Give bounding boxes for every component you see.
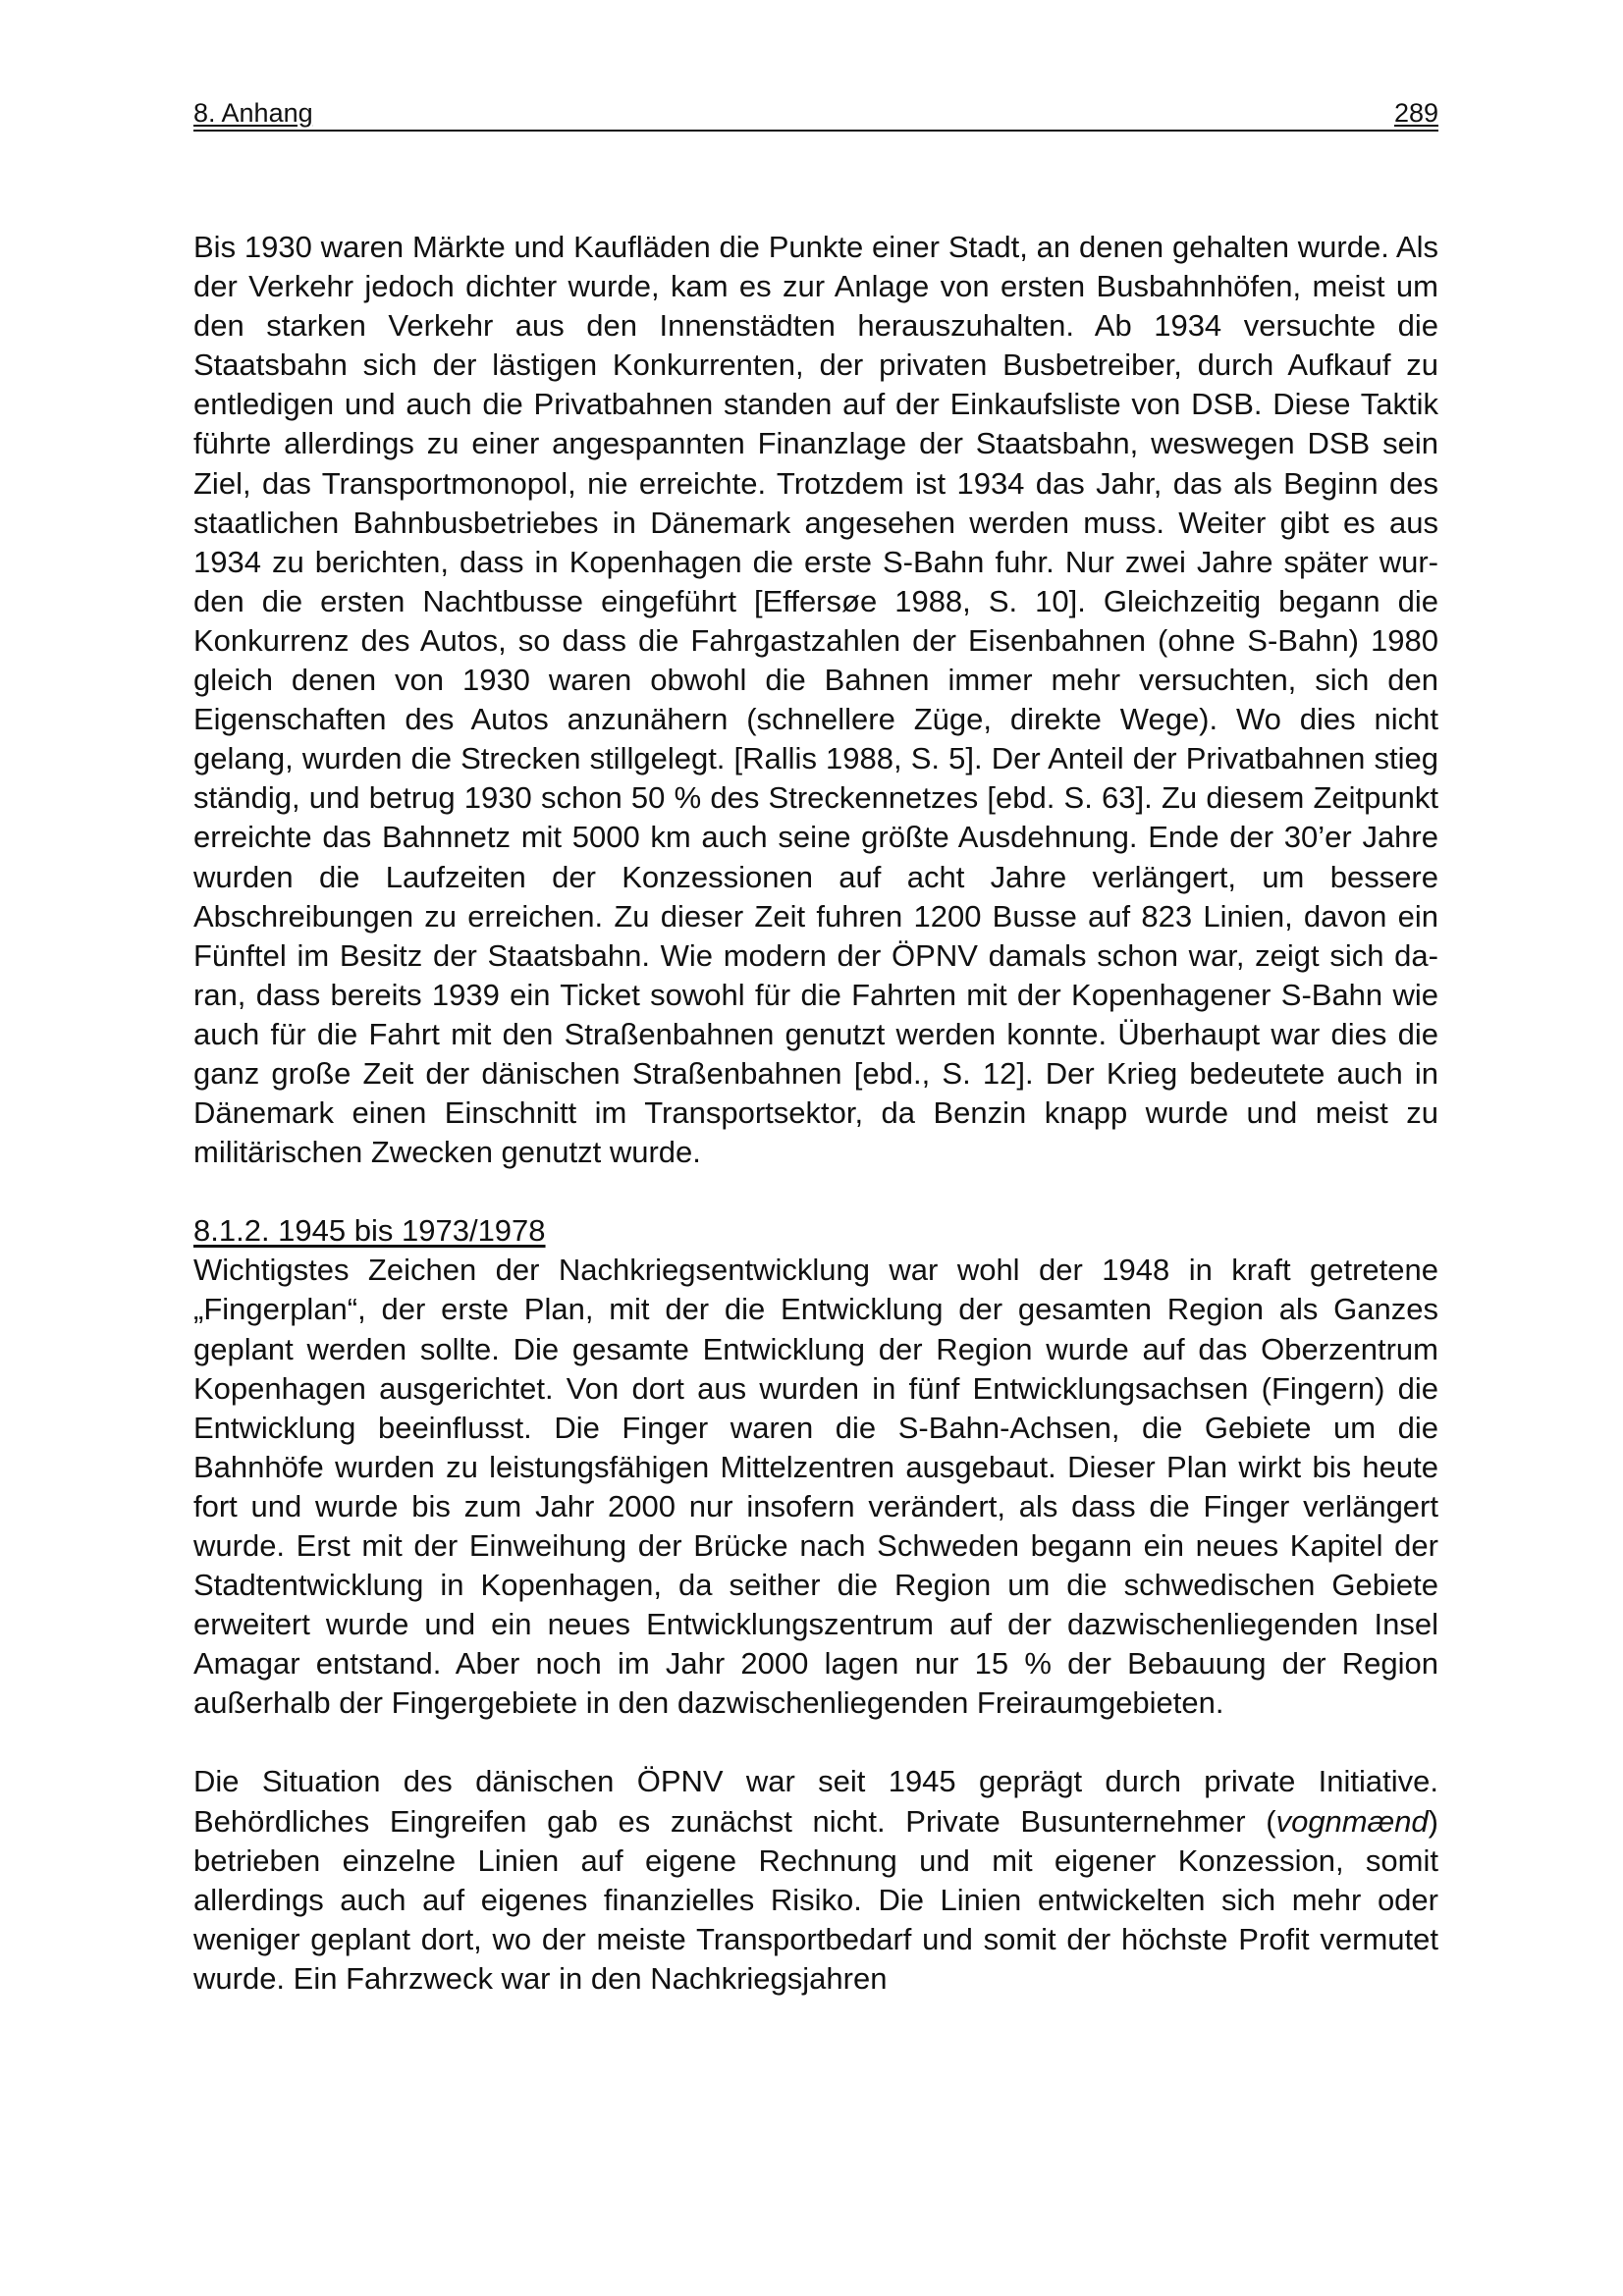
paragraph-1: Bis 1930 waren Märkte und Kaufläden die Punkte einer Stadt, an denen gehalten wurde. Als der Verkehr jedoch dichter wurde, kam es zur Anlage von ersten Busbahnhöfen, meist um den starken Verkehr aus den Innenstädten herauszuhalten. Ab 1934 versuchte die Staatsbahn sich der lästigen Konkurrenten, der privaten Busbetreiber, durch Aufkauf zu entledigen und auch die Privatbahnen standen auf der Einkaufsliste von DSB. Diese Taktik führte allerdings zu einer angespannten Finanzlage der Staatsbahn, weswegen DSB sein Ziel, das Transportmonopol, nie erreichte. Trotzdem ist 1934 das Jahr, das als Beginn des staatlichen Bahnbusbetriebes in Dänemark angesehen werden muss. Weiter gibt es aus 1934 zu berichten, dass in Kopenhagen die erste S-Bahn fuhr. Nur zwei Jahre später wurden die ersten Nachtbusse eingeführt [Effersøe 1988, S. 10]. Gleichzeitig begann die Konkurrenz des Autos, so dass die Fahrgastzahlen der Eisenbahnen (ohne S-Bahn) 1980 gleich denen von 1930 waren obwohl die Bahnen immer mehr versuchten, sich den Eigenschaften des Autos anzunähern (schnellere Züge, direkte Wege). Wo dies nicht gelang, wurden die Strecken stillgelegt. [Rallis 1988, S. 5]. Der Anteil der Privatbahnen stieg ständig, und betrug 1930 schon 50 % des Streckennetzes [ebd. S. 63]. Zu diesem Zeitpunkt erreichte das Bahnnetz mit 5000 km auch seine größte Ausdehnung. Ende der 30’er Jahre wurden die Laufzeiten der Konzessionen auf acht Jahre verlängert, um bessere Abschreibungen zu erreichen. Zu dieser Zeit fuhren 1200 Busse auf 823 Linien, davon ein Fünftel im Besitz der Staatsbahn. Wie modern der ÖPNV damals schon war, zeigt sich daran, dass bereits 1939 ein Ticket sowohl für die Fahrten mit der Kopenhagener S-Bahn wie auch für die Fahrt mit den Straßenbahnen genutzt werden konnte. Überhaupt war dies die ganz große Zeit der dänischen Straßenbahnen [ebd., S. 12]. Der Krieg bedeutete auch in Dänemark einen Einschnitt im Transportsektor, da Benzin knapp wurde und meist zu militärischen Zwecken genutzt wurde. (193, 230, 1438, 1170)
paragraph-3-part-2: ) betrieben einzelne Linien auf eigene Rechnung und mit eigener Konzession, somit allerdings auch auf eigenes finanzielles Risiko. Die Linien entwickelten sich mehr oder weniger geplant dort, wo der meiste Transportbedarf und somit der höchste Profit vermutet wurde. Ein Fahrzweck war in den Nachkriegsjahren (193, 1803, 1438, 1996)
chapter-title: 8. Anhang (193, 98, 313, 128)
paragraph-3 (193, 1762, 1438, 1999)
running-header (193, 94, 1438, 132)
page-number: 289 (1393, 98, 1438, 128)
paragraph-gap (193, 1172, 1438, 1211)
paragraph-2: Wichtigstes Zeichen der Nachkriegsentwicklung war wohl der 1948 in kraft getretene „Fingerplan“, der erste Plan, mit der die Entwicklung der gesamten Region als Ganzes geplant werden sollte. Die gesamte Entwicklung der Region wurde auf das Oberzentrum Kopenhagen ausgerichtet. Von dort aus wurden in fünf Entwicklungsachsen (Fingern) die Entwicklung beeinflusst. Die Finger waren die S-Bahn-Achsen, die Gebiete um die Bahnhöfe wurden zu leistungsfähigen Mittelzentren ausgebaut. Dieser Plan wirkt bis heute fort und wurde bis zum Jahr 2000 nur insofern verändert, als dass die Finger verlängert wurde. Erst mit der Einweihung der Brücke nach Schweden begann ein neues Kapitel der Stadtentwicklung in Kopenhagen, da seither die Region um die schwedischen Gebiete erweitert wurde und ein neues Entwicklungszentrum auf der dazwischenliegenden Insel Amagar entstand. Aber noch im Jahr 2000 lagen nur 15 % der Bebauung der Region außerhalb der Fingergebiete in den dazwischenliegenden Freiraumgebieten. (193, 1253, 1438, 1721)
paragraph-3-part-1: Die Situation des dänischen ÖPNV war seit 1945 geprägt durch private Initiative. Behördliches Eingreifen gab es zunächst nicht. Private Busunternehmer ( (193, 1764, 1438, 1839)
paragraph-gap (193, 1723, 1438, 1762)
document-page (193, 94, 1438, 1999)
document-body (193, 228, 1438, 1999)
paragraph-3-italic-term: vognmænd (1275, 1803, 1429, 1839)
section-heading: 8.1.2. 1945 bis 1973/1978 (193, 1213, 546, 1249)
